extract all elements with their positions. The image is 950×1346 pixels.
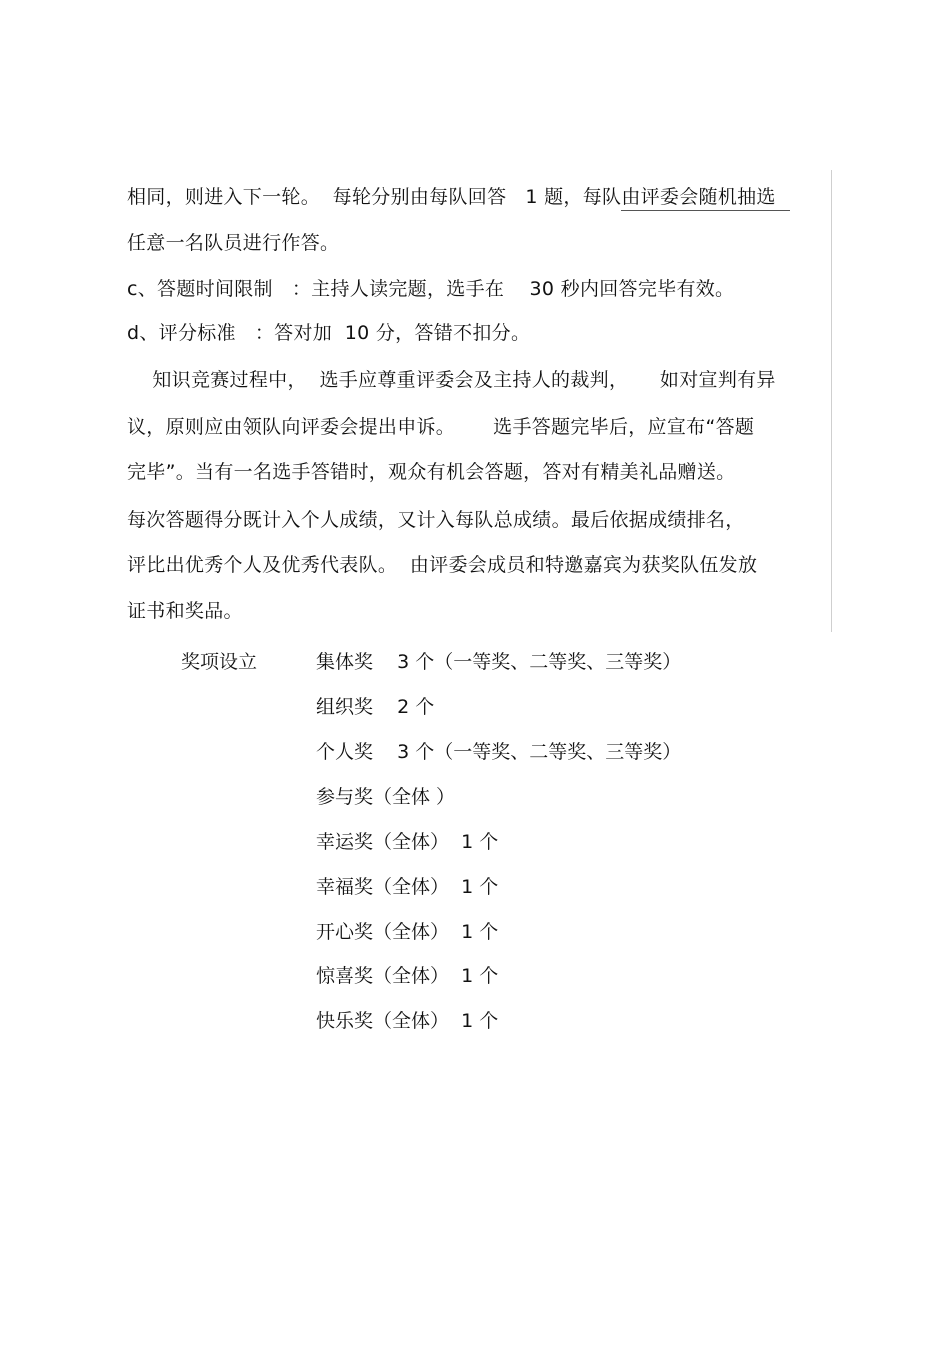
paragraph-2-line-1: 知识竞赛过程中， 选手应尊重评委会及主持人的裁判， 如对宣判有异 [127, 369, 776, 391]
paragraph-2-line-5: 评比出优秀个人及优秀代表队。 由评委会成员和特邀嘉宾为获奖队伍发放 [127, 554, 758, 576]
paragraph-2-line-3: 完毕”。当有一名选手答错时，观众有机会答题，答对有精美礼品赠送。 [127, 461, 736, 483]
award-item: 幸福奖（全体） 1 个 [316, 876, 499, 898]
paragraph-1-line-1 [127, 185, 790, 209]
paragraph-1-underlined-text: 由评委会随机抽选 [621, 186, 789, 211]
rule-d-scoring: d、评分标准 ：答对加 10 分，答错不扣分。 [127, 322, 531, 344]
award-item: 惊喜奖（全体） 1 个 [316, 965, 499, 987]
award-item: 幸运奖（全体） 1 个 [316, 831, 499, 853]
award-item: 快乐奖（全体） 1 个 [316, 1010, 499, 1032]
paragraph-2-line-6: 证书和奖品。 [127, 600, 243, 622]
award-item: 开心奖（全体） 1 个 [316, 921, 499, 943]
awards-heading: 奖项设立 [181, 651, 258, 673]
paragraph-1-text: 相同，则进入下一轮。 每轮分别由每队回答 1 题，每队 [127, 186, 622, 208]
award-item: 参与奖（全体 ） [316, 786, 456, 808]
paragraph-2-line-2: 议，原则应由领队向评委会提出申诉。 选手答题完毕后，应宣布“答题 [127, 416, 755, 438]
paragraph-1-line-2: 任意一名队员进行作答。 [127, 232, 340, 254]
award-item: 集体奖 3 个（一等奖、二等奖、三等奖） [316, 651, 682, 673]
award-item: 个人奖 3 个（一等奖、二等奖、三等奖） [316, 741, 682, 763]
page-edge-rule [831, 170, 832, 632]
paragraph-2-line-4: 每次答题得分既计入个人成绩，又计入每队总成绩。最后依据成绩排名， [127, 509, 745, 531]
award-item: 组织奖 2 个 [316, 696, 435, 718]
rule-c-time-limit: c、答题时间限制 ：主持人读完题，选手在 30 秒内回答完毕有效。 [127, 278, 735, 300]
